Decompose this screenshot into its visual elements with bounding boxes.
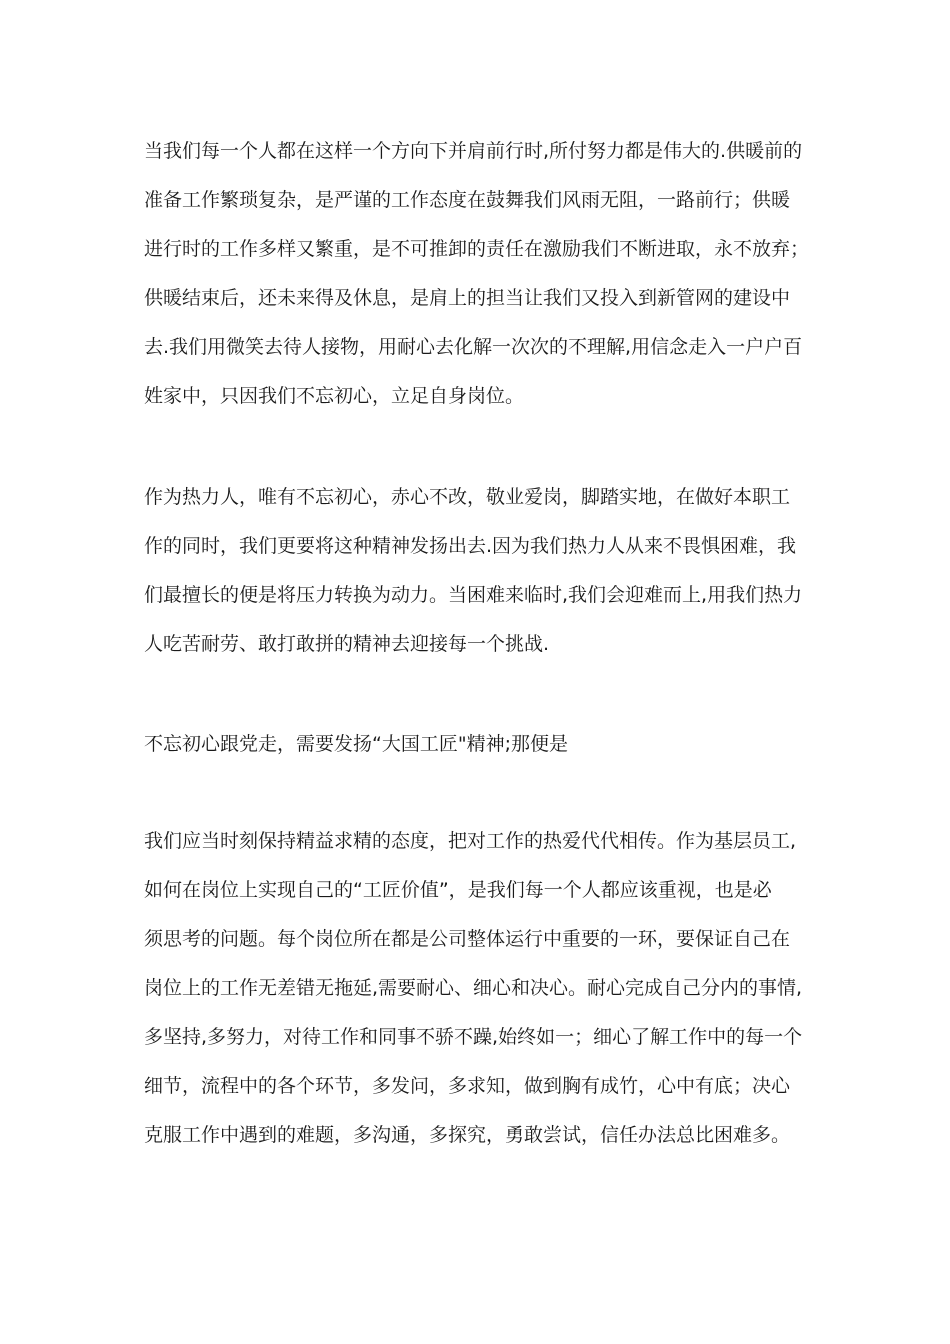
paragraph-line: 细节，流程中的各个环节，多发问，多求知，做到胸有成竹，心中有底；决心 [144, 1075, 791, 1097]
paragraph-line: 岗位上的工作无差错无拖延,需要耐心、细心和决心。耐心完成自己分内的事情, [144, 977, 803, 999]
paragraph-line: 人吃苦耐劳、敢打敢拼的精神去迎接每一个挑战. [144, 633, 550, 655]
paragraph-line: 克服工作中遇到的难题，多沟通，多探究，勇敢尝试，信任办法总比困难多。 [144, 1124, 791, 1146]
paragraph-line: 作为热力人，唯有不忘初心，赤心不改，敬业爱岗，脚踏实地，在做好本职工 [144, 486, 791, 508]
paragraph-4 [144, 817, 814, 1160]
paragraph-line: 如何在岗位上实现自己的“工匠价值”，是我们每一个人都应该重视，也是必 [144, 879, 772, 901]
paragraph-line: 不忘初心跟党走，需要发扬“大国工匠"精神;那便是 [144, 733, 568, 755]
paragraph-line: 进行时的工作多样又繁重，是不可推卸的责任在激励我们不断进取，永不放弃； [144, 238, 810, 260]
paragraph-line: 姓家中，只因我们不忘初心，立足自身岗位。 [144, 385, 525, 407]
paragraph-line: 准备工作繁琐复杂，是严谨的工作态度在鼓舞我们风雨无阻，一路前行；供暖 [144, 189, 791, 211]
paragraph-line: 我们应当时刻保持精益求精的态度，把对工作的热爱代代相传。作为基层员工, [144, 830, 797, 852]
paragraph-line: 供暖结束后，还未来得及休息，是肩上的担当让我们又投入到新管网的建设中 [144, 287, 791, 309]
paragraph-1 [144, 127, 814, 421]
paragraph-line: 们最擅长的便是将压力转换为动力。当困难来临时,我们会迎难而上,用我们热力 [144, 584, 803, 606]
paragraph-line: 当我们每一个人都在这样一个方向下并肩前行时,所付努力都是伟大的.供暖前的 [144, 140, 803, 162]
paragraph-line: 去.我们用微笑去待人接物，用耐心去化解一次次的不理解,用信念走入一户户百 [144, 336, 803, 358]
paragraph-line: 多坚持,多努力，对待工作和同事不骄不躁,始终如一；细心了解工作中的每一个 [144, 1026, 803, 1048]
paragraph-line: 须思考的问题。每个岗位所在都是公司整体运行中重要的一环，要保证自己在 [144, 928, 791, 950]
paragraph-line: 作的同时，我们更要将这种精神发扬出去.因为我们热力人从来不畏惧困难，我 [144, 535, 797, 557]
paragraph-2 [144, 473, 814, 669]
paragraph-3 [144, 720, 814, 769]
